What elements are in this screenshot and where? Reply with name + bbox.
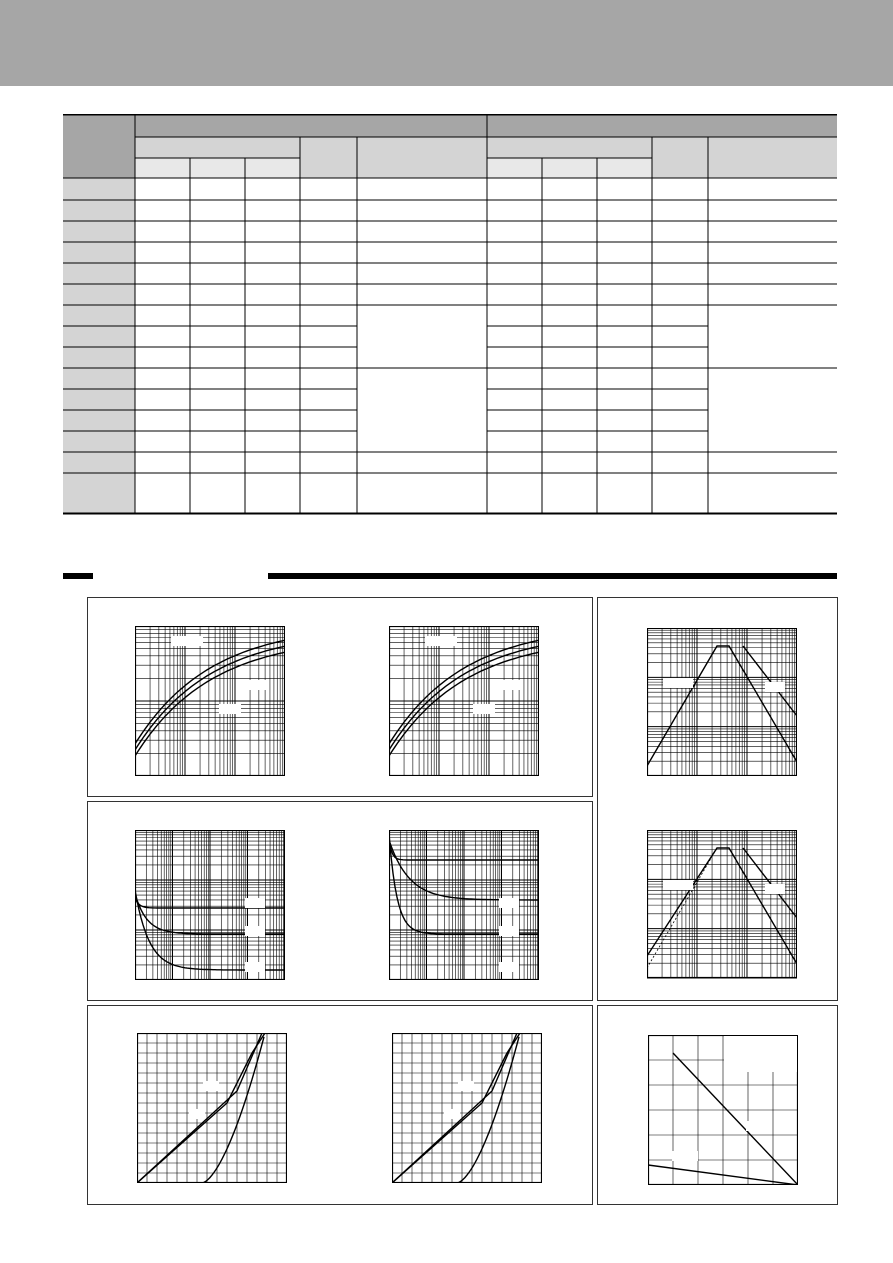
line-1 bbox=[673, 1053, 798, 1185]
curve-label bbox=[444, 1109, 460, 1119]
curve-label bbox=[663, 678, 693, 688]
graph-1 bbox=[135, 626, 285, 776]
grid bbox=[389, 626, 539, 776]
graph-5 bbox=[389, 830, 539, 980]
plot-frame bbox=[393, 1034, 542, 1183]
derating-line bbox=[647, 848, 797, 964]
mask bbox=[724, 1036, 797, 1072]
curve-label bbox=[171, 636, 203, 646]
section-marker bbox=[63, 573, 93, 579]
grid bbox=[137, 1033, 287, 1183]
series-line-2 bbox=[135, 646, 285, 750]
graph-2 bbox=[389, 626, 539, 776]
graph-4 bbox=[135, 830, 285, 980]
curve-label bbox=[245, 898, 265, 908]
curve-label bbox=[499, 680, 521, 690]
graph-3 bbox=[647, 628, 797, 776]
curve-label bbox=[672, 1151, 698, 1161]
curve-label bbox=[499, 926, 519, 936]
curve-label bbox=[203, 1081, 219, 1091]
table-header-shade bbox=[63, 114, 135, 178]
curve-label bbox=[473, 704, 495, 714]
curve-label bbox=[245, 962, 265, 972]
curve-label bbox=[219, 704, 241, 714]
spec-table bbox=[63, 114, 837, 516]
graph-7 bbox=[137, 1033, 287, 1183]
curve-label bbox=[663, 880, 693, 890]
derating-line-2 bbox=[743, 646, 797, 716]
curve-label bbox=[499, 898, 519, 908]
curve-label bbox=[746, 1121, 764, 1131]
series-line-2 bbox=[392, 1033, 520, 1183]
grid bbox=[647, 628, 797, 776]
curve-label bbox=[765, 884, 785, 894]
curve-label bbox=[245, 680, 267, 690]
grid bbox=[392, 1033, 542, 1183]
derating-line-2 bbox=[743, 848, 797, 918]
series-line-2 bbox=[137, 1033, 265, 1183]
graph-8 bbox=[392, 1033, 542, 1183]
table-group-header-right bbox=[487, 114, 837, 137]
derating-line bbox=[647, 646, 797, 766]
curve-label bbox=[765, 682, 785, 692]
table-row-labels bbox=[63, 178, 135, 514]
curve-label bbox=[425, 636, 457, 646]
plot-frame bbox=[648, 831, 797, 978]
graph-6 bbox=[647, 830, 797, 980]
grid bbox=[647, 830, 797, 978]
graph-9 bbox=[648, 1035, 798, 1185]
plot-frame bbox=[138, 1034, 287, 1183]
curve-label bbox=[245, 926, 265, 936]
plot-frame bbox=[648, 629, 797, 776]
curve-label bbox=[499, 962, 519, 972]
section-rule bbox=[268, 573, 837, 579]
curve-label bbox=[189, 1109, 205, 1119]
header-band bbox=[0, 0, 893, 86]
table-group-header-left bbox=[135, 114, 487, 137]
grid bbox=[135, 626, 285, 776]
curve-label bbox=[458, 1081, 474, 1091]
series-line-2 bbox=[389, 646, 539, 750]
